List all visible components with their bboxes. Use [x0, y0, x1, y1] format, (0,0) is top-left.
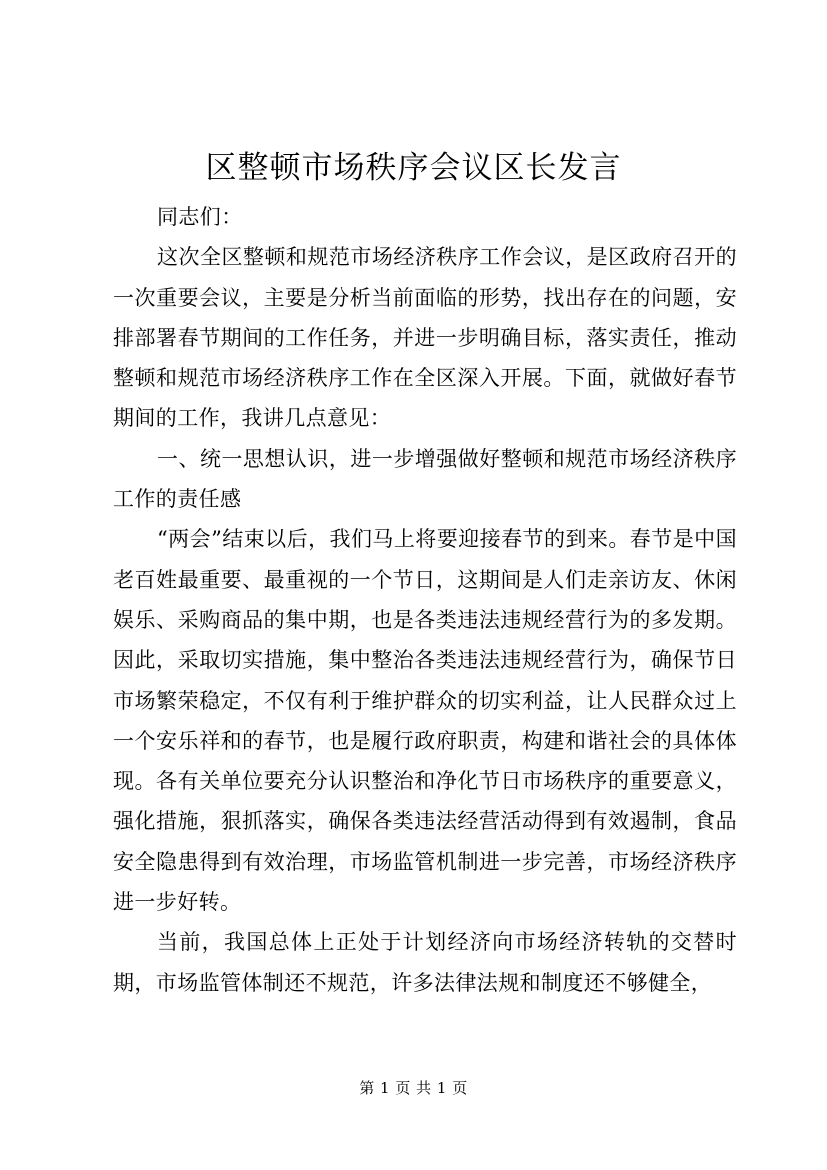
document-title: 区整顿市场秩序会议区长发言 [205, 150, 622, 186]
intro-paragraph: 这次全区整顿和规范市场经济秩序工作会议，是区政府召开的一次重要会议，主要是分析当前面临的形势，找出存在的问题，安排部署春节期间的工作任务，并进一步明确目标，落实责任，推动整顿和规范市场经济秩序工作在全区深入开展。下面，就做好春节期间的工作，我讲几点意见： [113, 245, 737, 431]
body-paragraph: “两会”结束以后，我们马上将要迎接春节的到来。春节是中国老百姓最重要、最重视的一个节日，这期间是人们走亲访友、休闲娱乐、采购商品的集中期，也是各类违法违规经营行为的多发期。因此，采取切实措施，集中整治各类违法违规经营行为，确保节日市场繁荣稳定，不仅有利于维护群众的切实利益，让人民群众过上一个安乐祥和的春节，也是履行政府职责，构建和谐社会的具体体现。各有关单位要充分认识整治和净化节日市场秩序的重要意义，强化措施，狠抓落实，确保各类违法经营活动得到有效遏制，食品安全隐患得到有效治理，市场监管机制进一步完善，市场经济秩序进一步好转。 [113, 527, 737, 915]
body-paragraph: 当前，我国总体上正处于计划经济向市场经济转轨的交替时期，市场监管体制还不规范，许多法律法规和制度还不够健全， [113, 930, 737, 995]
page-footer: 第 1 页 共 1 页 [359, 1079, 468, 1097]
section-heading-1: 一、统一思想认识，进一步增强做好整顿和规范市场经济秩序工作的责任感 [113, 446, 737, 512]
document-body [113, 197, 737, 1003]
salutation-paragraph: 同志们： [157, 205, 243, 229]
